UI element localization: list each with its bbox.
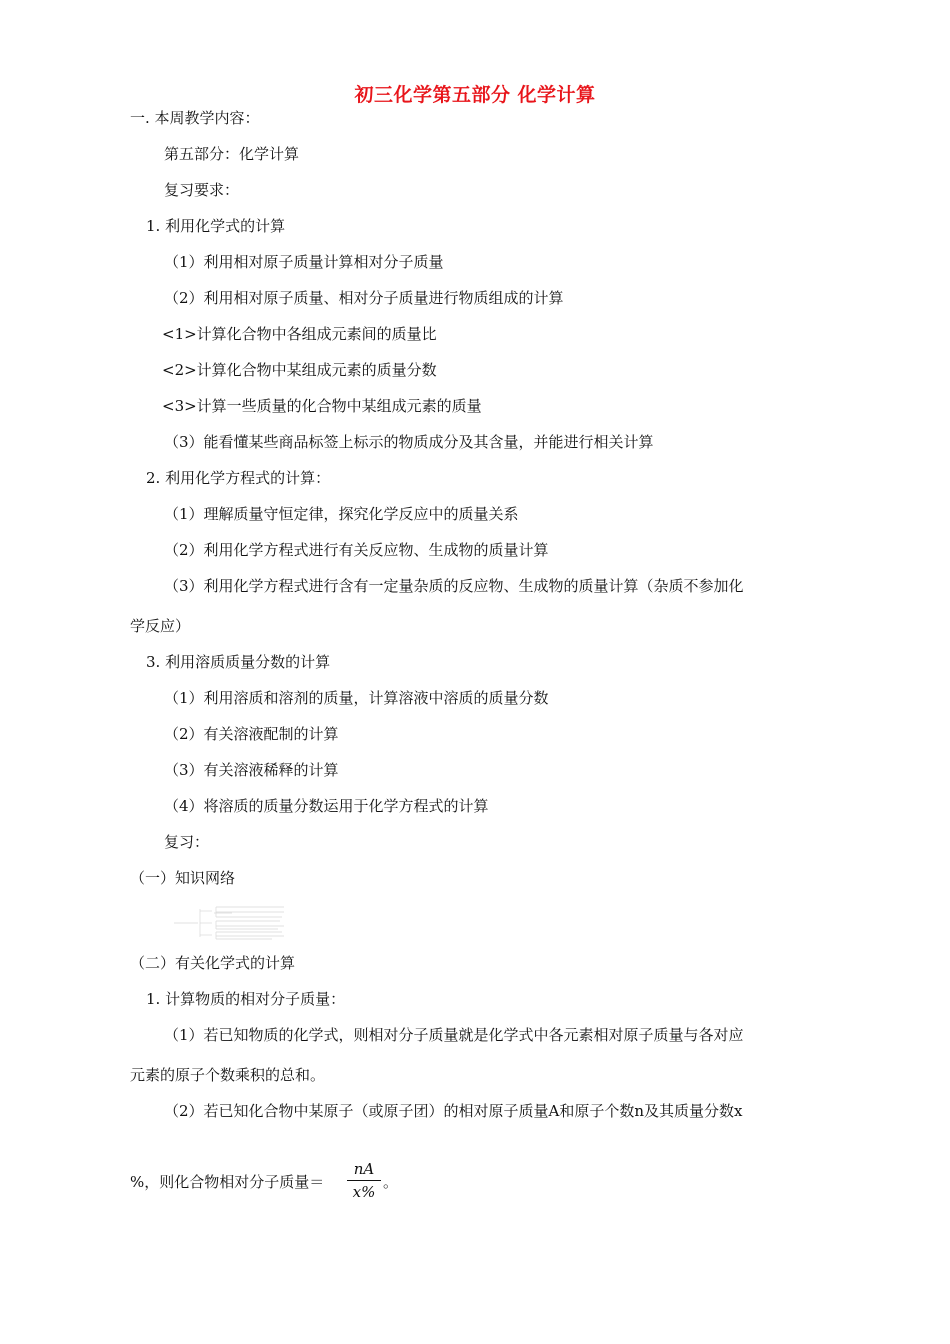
list-item-3: 3. 利用溶质质量分数的计算 [146, 653, 331, 671]
formula-numerator: nA [353, 1160, 375, 1178]
list-subitem: （3）有关溶液稀释的计算 [164, 761, 339, 779]
paragraph-line: 复习： [164, 833, 210, 851]
list-item-1: 1. 利用化学式的计算 [146, 217, 286, 235]
list-subitem: （1）理解质量守恒定律，探究化学反应中的质量关系 [164, 505, 519, 523]
list-subitem: （1）若已知物质的化学式，则相对分子质量就是化学式中各元素相对原子质量与各对应 [164, 1026, 744, 1044]
list-subitem: （2）若已知化合物中某原子（或原子团）的相对原子质量A和原子个数n及其质量分数x [164, 1102, 743, 1120]
list-subitem: （2）有关溶液配制的计算 [164, 725, 339, 743]
paragraph-line: 第五部分：化学计算 [164, 145, 300, 163]
list-subitem: （1）利用溶质和溶剂的质量，计算溶液中溶质的质量分数 [164, 689, 549, 707]
list-item-2: 2. 利用化学方程式的计算： [146, 469, 331, 487]
paragraph-line: %，则化合物相对分子质量＝ [130, 1173, 325, 1191]
sentence-end: 。 [383, 1173, 399, 1191]
list-subitem: （3）能看懂某些商品标签上标示的物质成分及其含量，并能进行相关计算 [164, 433, 654, 451]
paragraph-line: 学反应） [130, 617, 191, 635]
section-heading-1: 一. 本周教学内容： [130, 109, 260, 127]
paragraph-line: 复习要求： [164, 181, 240, 199]
list-subitem: （1）利用相对原子质量计算相对分子质量 [164, 253, 444, 271]
list-subitem: （4）将溶质的质量分数运用于化学方程式的计算 [164, 797, 489, 815]
list-subitem: （3）利用化学方程式进行含有一定量杂质的反应物、生成物的质量计算（杂质不参加化 [164, 577, 744, 595]
section-heading: （二）有关化学式的计算 [130, 954, 296, 972]
paragraph-line: 元素的原子个数乘积的总和。 [130, 1066, 326, 1084]
list-subitem: <2>计算化合物中某组成元素的质量分数 [162, 361, 437, 379]
formula-denominator: x% [352, 1183, 376, 1201]
section-heading: （一）知识网络 [130, 869, 236, 887]
list-subitem: （2）利用化学方程式进行有关反应物、生成物的质量计算 [164, 541, 549, 559]
mass-fraction-formula [347, 1160, 381, 1201]
list-subitem: （2）利用相对原子质量、相对分子质量进行物质组成的计算 [164, 289, 564, 307]
list-item-1: 1. 计算物质的相对分子质量： [146, 990, 346, 1008]
list-subitem: <3>计算一些质量的化合物中某组成元素的质量 [162, 397, 482, 415]
knowledge-network-diagram [172, 905, 288, 941]
document-title: 初三化学第五部分 化学计算 [354, 84, 596, 106]
list-subitem: <1>计算化合物中各组成元素间的质量比 [162, 325, 437, 343]
fraction-bar [347, 1180, 381, 1181]
